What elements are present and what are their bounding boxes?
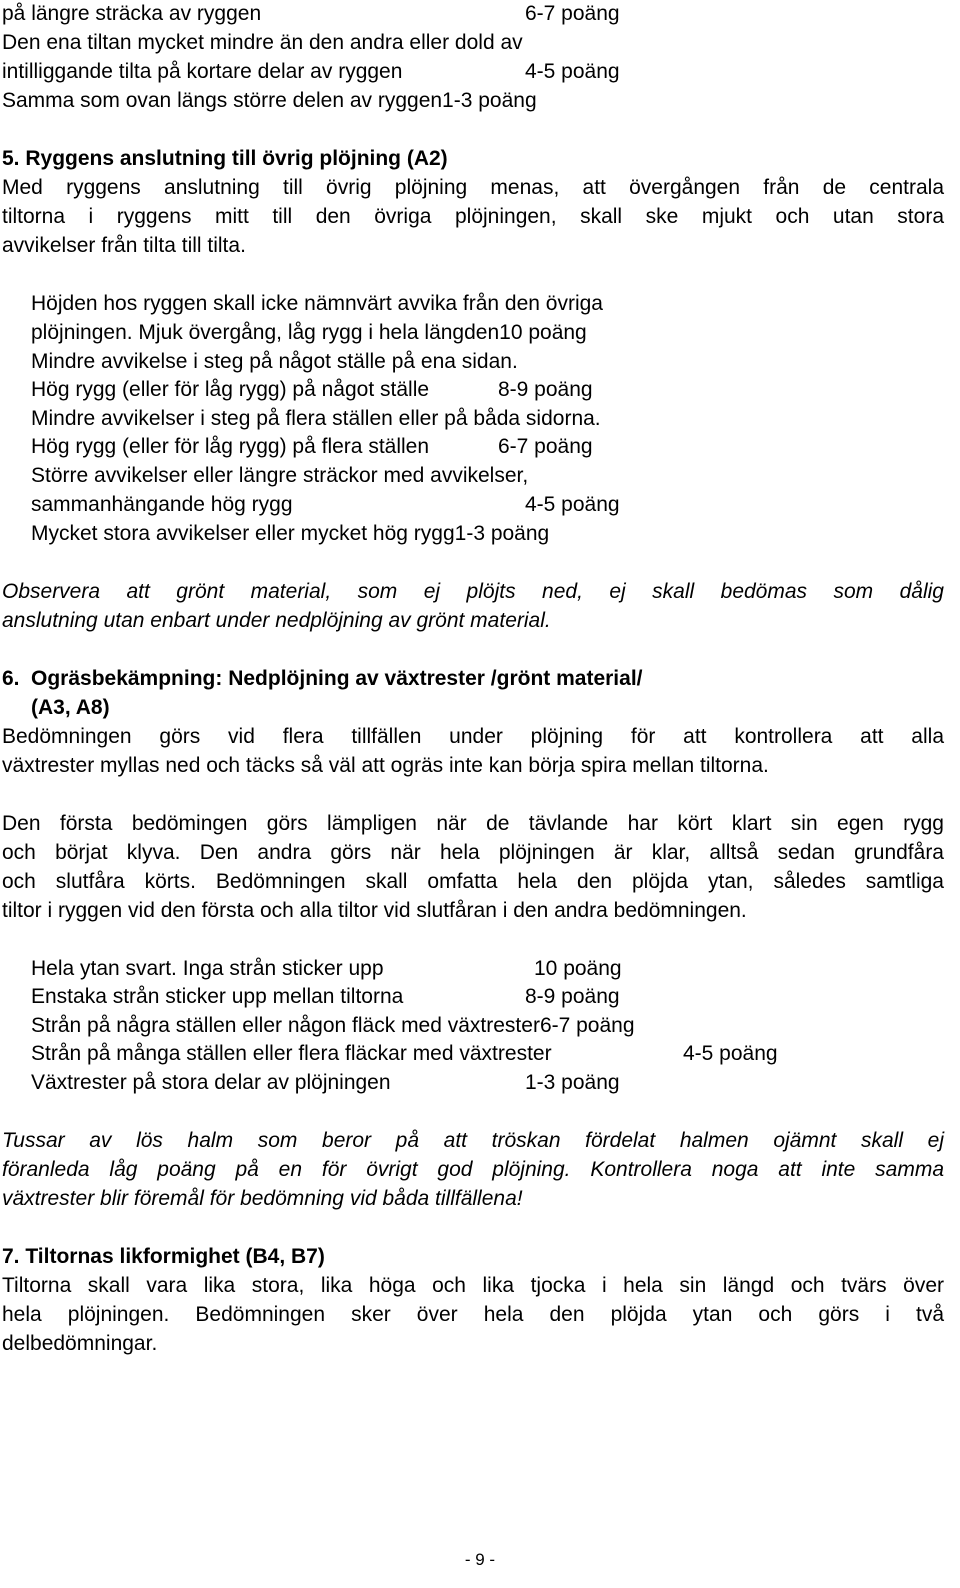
section-5-scale-line-7: Större avvikelser eller längre sträckor med avvikelser, — [31, 464, 529, 487]
section-5-heading: 5. Ryggens anslutning till övrig plöjning (A2) — [2, 147, 448, 170]
top-line-4: Samma som ovan längs större delen av ryggen1-3 poäng — [2, 89, 537, 112]
section-5-note-line-1: Observera att grönt material, som ej plöjts ned, ej skall bedömas som dålig — [2, 580, 944, 603]
page-number: - 9 - — [464, 1550, 496, 1569]
section-6-para-2-line-1: Den första bedömingen görs lämpligen när de tävlande har kört klart sin egen rygg — [2, 812, 944, 835]
section-5-para-line-2: tiltorna i ryggens mitt till den övriga plöjningen, skall ske mjukt och utan stora — [2, 205, 944, 228]
section-5-scale-line-4-points: 8-9 poäng — [498, 378, 593, 401]
section-5-para-line-1: Med ryggens anslutning till övrig plöjning menas, att övergången från de centrala — [2, 176, 944, 199]
section-6-scale-line-1-points: 10 poäng — [534, 957, 622, 980]
top-line-1: på längre sträcka av ryggen — [2, 2, 262, 25]
section-5-scale-line-6-points: 6-7 poäng — [498, 435, 593, 458]
section-6-note-line-3: växtrester blir föremål för bedömning vid båda tillfällena! — [2, 1187, 523, 1210]
section-6-scale-line-2-points: 8-9 poäng — [525, 985, 620, 1008]
section-6-scale-line-4-points: 4-5 poäng — [683, 1042, 778, 1065]
section-6-scale-line-1: Hela ytan svart. Inga strån sticker upp — [31, 957, 384, 980]
section-5-para-line-3: avvikelser från tilta till tilta. — [2, 234, 246, 257]
section-5-scale-line-8: sammanhängande hög rygg — [31, 493, 293, 516]
section-6-note-line-1: Tussar av lös halm som beror på att tröskan fördelat halmen ojämnt skall ej — [2, 1129, 944, 1152]
top-line-3: intilliggande tilta på kortare delar av ryggen — [2, 60, 403, 83]
section-5-scale-line-4: Hög rygg (eller för låg rygg) på något ställe — [31, 378, 430, 401]
section-6-scale-line-2: Enstaka strån sticker upp mellan tiltorna — [31, 985, 404, 1008]
section-6-para-2-line-3: och slutfåra körts. Bedömningen skall omfatta hela den plöjda ytan, således samtliga — [2, 870, 944, 893]
section-6-para-2-line-2: och börjat klyva. Den andra görs när hela plöjningen är klar, alltså sedan grundfåra — [2, 841, 944, 864]
section-5-scale-line-6: Hög rygg (eller för låg rygg) på flera ställen — [31, 435, 430, 458]
section-5-scale-line-3: Mindre avvikelse i steg på något ställe på ena sidan. — [31, 350, 518, 373]
section-6-scale-line-5-points: 1-3 poäng — [525, 1071, 620, 1094]
section-5-scale-line-5: Mindre avvikelser i steg på flera ställen eller på båda sidorna. — [31, 407, 601, 430]
section-7-para-line-3: delbedömningar. — [2, 1332, 158, 1355]
section-6-heading-codes: (A3, A8) — [31, 696, 110, 719]
section-7-para-line-1: Tiltorna skall vara lika stora, lika höga och lika tjocka i hela sin längd och tvärs över — [2, 1274, 944, 1297]
section-6-para-1-line-1: Bedömningen görs vid flera tillfällen under plöjning för att kontrollera att alla — [2, 725, 944, 748]
section-6-para-1-line-2: växtrester myllas ned och täcks så väl att ogräs inte kan börja spira mellan tiltorna. — [2, 754, 769, 777]
section-5-scale-line-2: plöjningen. Mjuk övergång, låg rygg i hela längden10 poäng — [31, 321, 587, 344]
top-line-3-points: 4-5 poäng — [525, 60, 620, 83]
section-6-para-2-line-4: tiltor i ryggen vid den första och alla tiltor vid slutfåran i den andra bedömningen. — [2, 899, 747, 922]
section-6-heading: Ogräsbekämpning: Nedplöjning av växtrester /grönt material/ — [31, 667, 643, 690]
top-line-2: Den ena tiltan mycket mindre än den andra eller dold av — [2, 31, 523, 54]
section-6-note-line-2: föranleda låg poäng på en för övrigt god plöjning. Kontrollera noga att inte samma — [2, 1158, 944, 1181]
top-line-1-points: 6-7 poäng — [525, 2, 620, 25]
section-6-scale-line-4: Strån på många ställen eller flera fläckar med växtrester — [31, 1042, 552, 1065]
section-5-scale-line-9: Mycket stora avvikelser eller mycket hög rygg1-3 poäng — [31, 522, 550, 545]
section-6-scale-line-3: Strån på några ställen eller någon fläck med växtrester6-7 poäng — [31, 1014, 635, 1037]
section-6-scale-line-5: Växtrester på stora delar av plöjningen — [31, 1071, 391, 1094]
section-5-scale-line-1: Höjden hos ryggen skall icke nämnvärt avvika från den övriga — [31, 292, 603, 315]
section-7-heading: 7. Tiltornas likformighet (B4, B7) — [2, 1245, 325, 1268]
section-6-heading-number: 6. — [2, 667, 20, 690]
section-5-note-line-2: anslutning utan enbart under nedplöjning av grönt material. — [2, 609, 551, 632]
section-7-para-line-2: hela plöjningen. Bedömningen sker över hela den plöjda ytan och görs i två — [2, 1303, 944, 1326]
section-5-scale-line-8-points: 4-5 poäng — [525, 493, 620, 516]
